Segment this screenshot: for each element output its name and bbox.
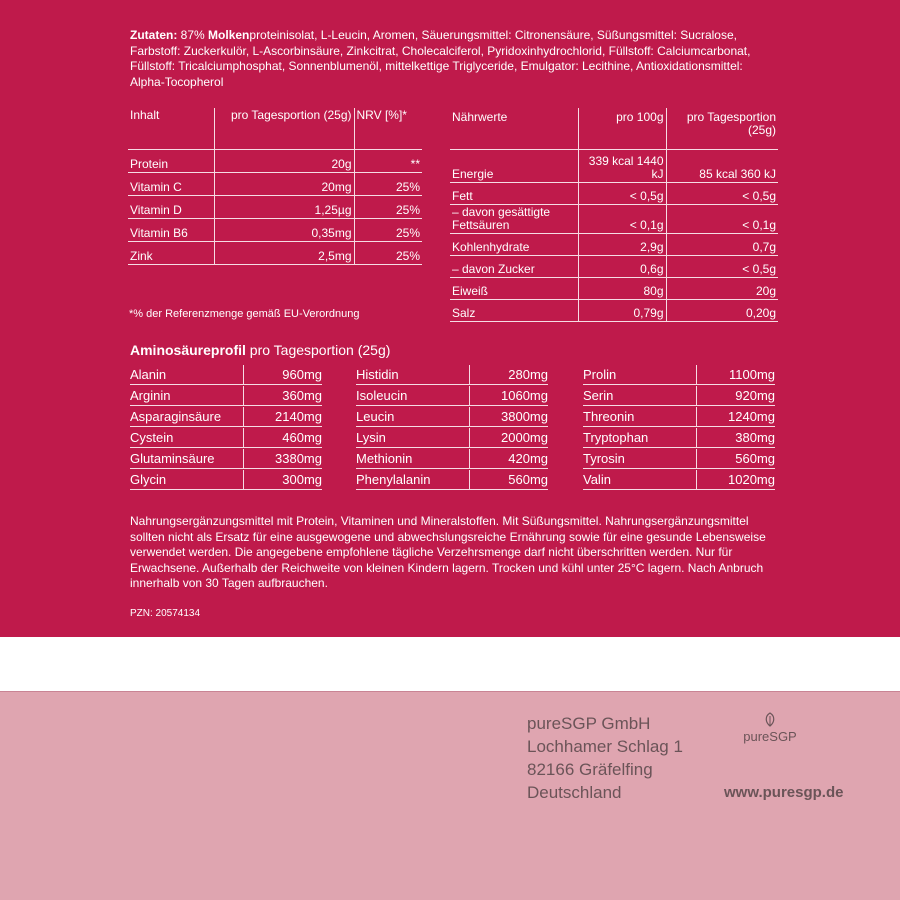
amino-row <box>356 406 548 427</box>
header-nrv: NRV [%]* <box>354 108 422 150</box>
amino-row <box>583 427 775 448</box>
amino-row <box>583 406 775 427</box>
website-link[interactable]: www.puresgp.de <box>724 784 844 801</box>
amino-amount: 280mg <box>469 365 548 384</box>
table-row <box>450 183 778 205</box>
amino-row <box>356 427 548 448</box>
header-pro-tagesportion: pro Tagesportion (25g) <box>666 108 778 150</box>
table-header-row <box>450 108 778 150</box>
amino-row <box>130 427 322 448</box>
ingredients-list: proteinisolat, L-Leucin, Aromen, Säuerungsmittel: Citronensäure, Süßungsmittel: Sucralose, Farbstoff: Zuckerkulör, L-Ascorbinsäure, Zinkcitrat, Cholecalciferol, Pyridoxinhydrochlorid, Füllstoff: Calciumcarbonat, Füllstoff: Tricalciumphosphat, Sonnenblumenöl, mittelkettige Triglyceride, Emulgator: Lecithine, Antioxidationsmittel: Alpha-Tocopherol <box>130 28 751 89</box>
naehrwert-per-100g: < 0,5g <box>578 183 666 205</box>
puresgp-logo <box>730 712 810 744</box>
naehrwert-per-portion: 0,7g <box>666 234 778 256</box>
amino-column-1 <box>130 364 322 490</box>
amino-amount: 960mg <box>243 365 322 384</box>
amino-row <box>583 469 775 490</box>
naehrwert-per-100g: 339 kcal 1440 kJ <box>578 150 666 183</box>
table-row <box>128 196 422 219</box>
amino-name: Arginin <box>130 388 171 403</box>
naehrwert-per-portion: 85 kcal 360 kJ <box>666 150 778 183</box>
table-row <box>450 150 778 183</box>
naehrwert-name: – davon gesättigte Fettsäuren <box>450 205 578 234</box>
naehrwert-name: Energie <box>450 150 578 183</box>
nutrient-amount: 1,25µg <box>214 196 354 219</box>
pzn-number: PZN: 20574134 <box>130 608 201 619</box>
amino-amount: 2140mg <box>243 407 322 426</box>
amino-amount: 360mg <box>243 386 322 405</box>
logo-text: pureSGP <box>743 729 797 744</box>
nutrient-nrv: 25% <box>354 219 422 242</box>
naehrwert-per-portion: 20g <box>666 278 778 300</box>
table-row <box>128 242 422 265</box>
amino-name: Leucin <box>356 409 395 424</box>
amino-row <box>356 385 548 406</box>
naehrwert-per-portion: < 0,1g <box>666 205 778 234</box>
amino-row <box>356 448 548 469</box>
naehrwert-name: Salz <box>450 300 578 322</box>
table-row <box>128 173 422 196</box>
amino-row <box>356 469 548 490</box>
table-row <box>450 234 778 256</box>
company-address <box>527 712 683 804</box>
nutrient-amount: 0,35mg <box>214 219 354 242</box>
amino-amount: 420mg <box>469 449 548 468</box>
nutrient-nrv: 25% <box>354 173 422 196</box>
amino-amount: 300mg <box>243 470 322 489</box>
white-band <box>0 637 900 691</box>
amino-amount: 1240mg <box>696 407 775 426</box>
amino-amount: 460mg <box>243 428 322 447</box>
inhalt-table <box>128 108 422 265</box>
amino-row <box>130 364 322 385</box>
naehrwerte-table <box>450 108 778 322</box>
amino-name: Threonin <box>583 409 635 424</box>
header-tagesportion: pro Tagesportion (25g) <box>214 108 354 150</box>
nrv-footnote: *% der Referenzmenge gemäß EU-Verordnung <box>129 308 360 320</box>
amino-name: Valin <box>583 472 611 487</box>
table-row <box>450 205 778 234</box>
table-row <box>128 219 422 242</box>
amino-name: Glycin <box>130 472 167 487</box>
leaf-icon <box>730 712 810 727</box>
naehrwert-name: Kohlenhydrate <box>450 234 578 256</box>
naehrwert-per-portion: < 0,5g <box>666 183 778 205</box>
naehrwert-per-100g: 0,6g <box>578 256 666 278</box>
disclaimer-text: Nahrungsergänzungsmittel mit Protein, Vitaminen und Mineralstoffen. Mit Süßungsmittel. Nahrungsergänzungsmittel sollten nicht als Ersatz für eine ausgewogene und abwechslungsreiche Ernährung sowie für eine gesunde Lebensweise verwendet werden. Die angegebene empfohlene tägliche Verzehrsmenge darf nicht überschritten werden. Nur für Erwachsene. Außerhalb der Reichweite von kleinen Kindern lagern. Trocken und kühl unter 25°C lagern. Nach Anbruch innerhalb von 30 Tagen aufbrauchen. <box>130 514 766 590</box>
address-line: Deutschland <box>527 783 622 802</box>
naehrwert-per-100g: < 0,1g <box>578 205 666 234</box>
amino-amount: 380mg <box>696 428 775 447</box>
amino-name: Tyrosin <box>583 451 625 466</box>
naehrwert-per-portion: 0,20g <box>666 300 778 322</box>
amino-name: Methionin <box>356 451 413 466</box>
naehrwert-per-100g: 0,79g <box>578 300 666 322</box>
amino-amount: 1020mg <box>696 470 775 489</box>
amino-row <box>583 448 775 469</box>
nutrient-amount: 20mg <box>214 173 354 196</box>
ingredients-bold: Molken <box>208 28 250 42</box>
amino-amount: 1100mg <box>696 365 775 384</box>
ingredients-pct: 87% <box>180 28 205 42</box>
nutrient-amount: 2,5mg <box>214 242 354 265</box>
amino-name: Tryptophan <box>583 430 649 445</box>
nutrient-name: Vitamin B6 <box>128 219 214 242</box>
nutrient-name: Vitamin D <box>128 196 214 219</box>
amino-row <box>356 364 548 385</box>
amino-name: Asparaginsäure <box>130 409 222 424</box>
table-row <box>450 278 778 300</box>
amino-name: Lysin <box>356 430 386 445</box>
amino-name: Histidin <box>356 367 399 382</box>
amino-title <box>130 342 390 358</box>
table-header-row <box>128 108 422 150</box>
amino-amount: 560mg <box>469 470 548 489</box>
table-row <box>450 300 778 322</box>
address-line: 82166 Gräfelfing <box>527 760 653 779</box>
amino-row <box>130 406 322 427</box>
table-row <box>128 150 422 173</box>
amino-amount: 1060mg <box>469 386 548 405</box>
naehrwert-name: Eiweiß <box>450 278 578 300</box>
amino-title-rest: pro Tagesportion (25g) <box>245 342 391 358</box>
address-line: Lochhamer Schlag 1 <box>527 737 683 756</box>
amino-row <box>583 364 775 385</box>
amino-amount: 920mg <box>696 386 775 405</box>
amino-name: Serin <box>583 388 614 403</box>
amino-name: Isoleucin <box>356 388 408 403</box>
table-row <box>450 256 778 278</box>
amino-amount: 2000mg <box>469 428 548 447</box>
amino-name: Phenylalanin <box>356 472 431 487</box>
nutrient-amount: 20g <box>214 150 354 173</box>
amino-amount: 3800mg <box>469 407 548 426</box>
nutrient-nrv: 25% <box>354 242 422 265</box>
amino-row <box>583 385 775 406</box>
nutrient-nrv: ** <box>354 150 422 173</box>
amino-row <box>130 385 322 406</box>
address-line: pureSGP GmbH <box>527 714 651 733</box>
ingredients-text <box>130 28 780 90</box>
nutrient-nrv: 25% <box>354 196 422 219</box>
amino-name: Alanin <box>130 367 167 382</box>
ingredients-label: Zutaten: <box>130 28 178 42</box>
amino-row <box>130 448 322 469</box>
header-pro-100g: pro 100g <box>578 108 666 150</box>
amino-title-bold: Aminosäureprofil <box>130 342 246 358</box>
amino-name: Glutaminsäure <box>130 451 215 466</box>
amino-name: Prolin <box>583 367 617 382</box>
amino-column-2 <box>356 364 548 490</box>
amino-amount: 3380mg <box>243 449 322 468</box>
amino-name: Cystein <box>130 430 174 445</box>
nutrient-name: Zink <box>128 242 214 265</box>
nutrient-name: Protein <box>128 150 214 173</box>
header-inhalt: Inhalt <box>128 108 214 150</box>
naehrwert-name: – davon Zucker <box>450 256 578 278</box>
naehrwert-per-100g: 80g <box>578 278 666 300</box>
naehrwert-per-portion: < 0,5g <box>666 256 778 278</box>
nutrient-name: Vitamin C <box>128 173 214 196</box>
naehrwert-name: Fett <box>450 183 578 205</box>
amino-row <box>130 469 322 490</box>
amino-column-3 <box>583 364 775 490</box>
naehrwert-per-100g: 2,9g <box>578 234 666 256</box>
amino-amount: 560mg <box>696 449 775 468</box>
header-naehrwerte: Nährwerte <box>450 108 578 150</box>
